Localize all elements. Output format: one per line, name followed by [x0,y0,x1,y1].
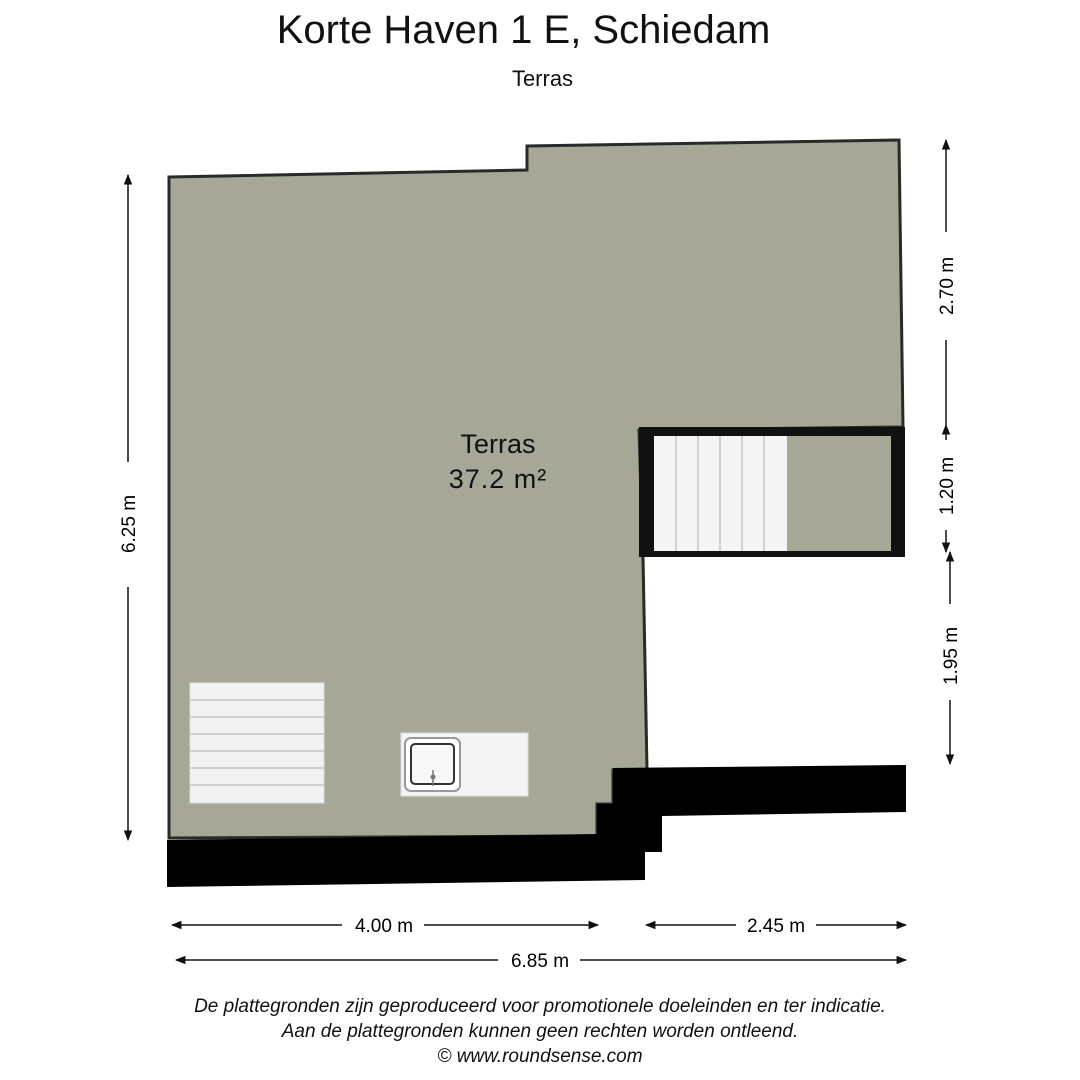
dimension-right-middle-label: 1.20 m [937,456,958,516]
bench-slats [190,683,324,803]
sink-counter [401,733,528,796]
dimension-bottom-left-label: 4.00 m [354,916,414,937]
page-title: Korte Haven 1 E, Schiedam [276,8,771,52]
dimension-bottom-right-label: 2.45 m [746,916,806,937]
copyright-line: © www.roundsense.com [437,1046,643,1067]
disclaimer-line-1: De plattegronden zijn geproduceerd voor promotionele doeleinden en ter indicatie. [194,996,886,1017]
room-area-label: 37.2 m² [448,464,548,494]
dimension-bottom-total [176,951,906,972]
dimension-right-top [937,140,958,425]
room-name-label: Terras [460,429,536,459]
dimension-bottom-right [646,916,906,937]
dimension-right-bottom-label: 1.95 m [941,626,962,686]
dimension-right-bottom [941,552,962,764]
staircase [639,427,905,557]
dimension-bottom-total-label: 6.85 m [510,951,570,972]
dimension-right-middle [937,425,958,552]
dimension-bottom-left [172,916,598,937]
dimension-left-height-label: 6.25 m [119,494,140,554]
dimension-right-top-label: 2.70 m [937,256,958,316]
page-subtitle: Terras [511,66,574,91]
dimension-left-height [119,175,140,840]
disclaimer-line-2: Aan de plattegronden kunnen geen rechten worden ontleend. [281,1021,799,1042]
